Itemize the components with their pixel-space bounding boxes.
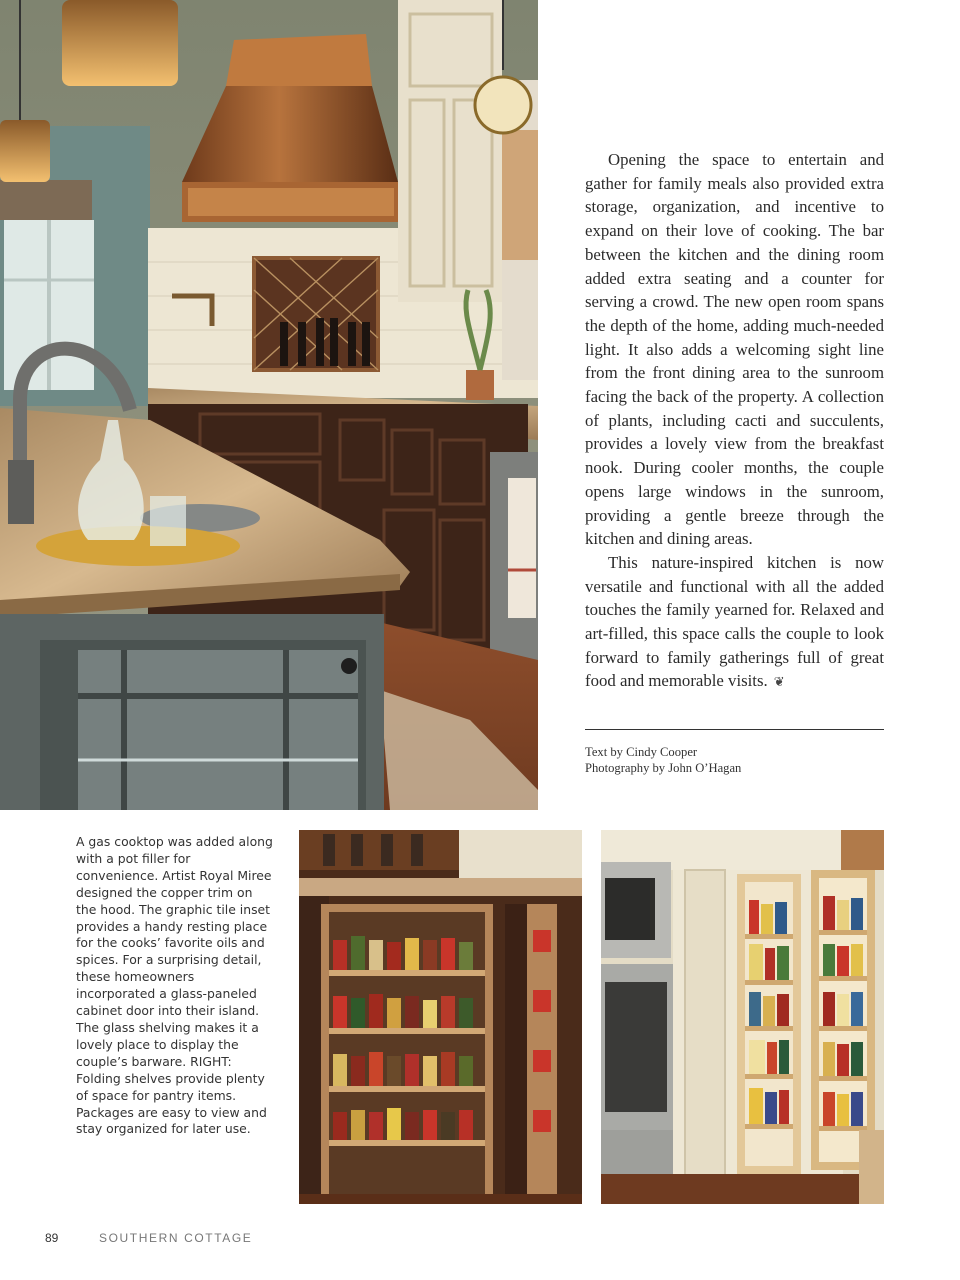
- pantry-photo: [601, 830, 884, 1204]
- page-number: 89: [45, 1231, 59, 1245]
- pantry-illustration: [601, 830, 884, 1204]
- article-divider: [585, 729, 884, 730]
- photo-credit: Photography by John O’Hagan: [585, 760, 742, 775]
- kitchen-hero-illustration: [0, 0, 538, 810]
- spice-pullout-illustration: [299, 830, 582, 1204]
- end-mark-icon: ❦: [773, 674, 785, 690]
- text-credit: Text by Cindy Cooper: [585, 745, 698, 759]
- article-paragraph-2: [585, 551, 884, 694]
- article-paragraph-2-text: This nature-inspired kitchen is now versatile and functional with all the added touches the family yearned for. Relaxed and art-filled, this space calls the couple to look forward to family gatherings full of great food and memorable visits.: [585, 552, 884, 691]
- spice-pullout-photo: [299, 830, 582, 1204]
- photo-caption: A gas cooktop was added along with a pot filler for convenience. Artist Royal Miree designed the copper trim on the hood. The graphic tile inset provides a handy resting place for the cooks’ favorite oils and spices. For a surprising detail, these homeowners incorporated a glass-paneled cabinet door into their island. The glass shelving makes it a lovely place to display the couple’s barware. RIGHT: Folding shelves provide plenty of space for pantry items. Packages are easy to view and stay organized for later use.: [76, 834, 273, 1137]
- kitchen-hero-photo: [0, 0, 538, 810]
- article-body: [585, 148, 884, 694]
- article-credits: [585, 745, 884, 776]
- magazine-name: SOUTHERN COTTAGE: [99, 1231, 253, 1245]
- article-paragraph-1: Opening the space to entertain and gather for family meals also provided extra storage, organization, and incentive to expand on their love of cooking. The bar between the kitchen and the dining room added extra seating and a counter for serving a crowd. The new open room spans the depth of the home, adding much-needed light. It also adds a welcoming sight line from the front dining area to the sunroom facing the back of the property. A collection of plants, including cacti and succulents, provides a lovely view from the breakfast nook. During cooler months, the couple opens large windows in the sunroom, providing a gentle breeze through the kitchen and dining areas.: [585, 150, 884, 549]
